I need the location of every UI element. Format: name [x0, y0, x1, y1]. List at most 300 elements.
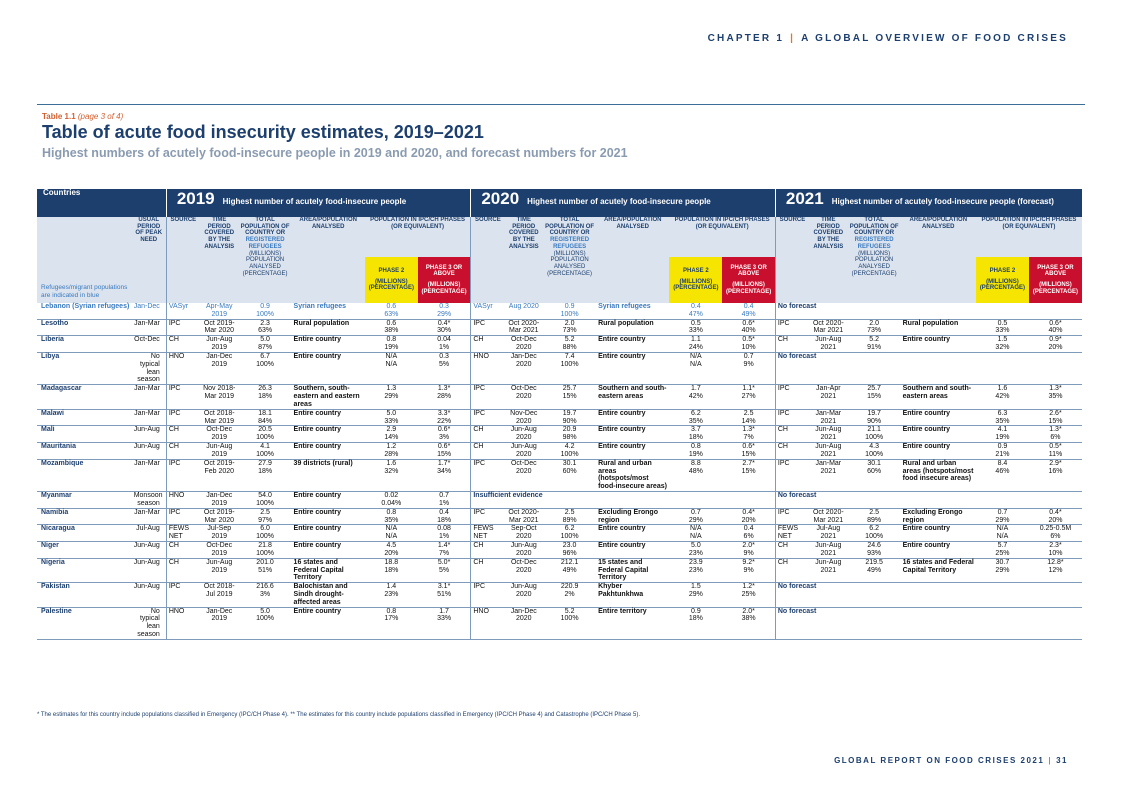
value-line: 1.4 [386, 583, 397, 591]
phase2-value [976, 459, 1029, 491]
percent-line: 33% [995, 327, 1010, 335]
value-line: 220.9 [560, 583, 579, 591]
percent-line: 100% [560, 615, 579, 623]
value-line: 2.6* [1049, 409, 1062, 417]
total-pop-registered: REGISTERED REFUGEES [245, 237, 285, 250]
percent-line: 23% [688, 566, 703, 574]
percent-line: 6% [743, 533, 754, 541]
percent-line: 100% [560, 310, 579, 318]
source: HNO [166, 352, 200, 384]
time-period: Oct 2019-Mar 2020 [200, 508, 239, 525]
percent-line: 49% [867, 566, 882, 574]
percent-line: 7% [743, 434, 754, 442]
phase3-value [722, 426, 775, 443]
source: HNO [166, 607, 200, 639]
value-line: 1.5 [997, 336, 1008, 344]
area-analysed: Southern and south-eastern areas [901, 385, 976, 409]
area-analysed: Khyber Pakhtunkhwa [596, 583, 669, 607]
year-2021-title: Highest number of acutely food-insecure people (forecast) [831, 197, 1054, 206]
source-header-2020: SOURCE [471, 217, 505, 303]
page-header: CHAPTER 1 | A GLOBAL OVERVIEW OF FOOD CRISES [707, 33, 1068, 44]
time-period: Jun-Aug 2019 [200, 558, 239, 582]
total-population [848, 443, 901, 460]
value-line: 21.1 [867, 426, 881, 434]
total-population [239, 443, 292, 460]
phase2-header-2019 [365, 257, 418, 303]
time-period: Oct-Dec 2020 [504, 459, 543, 491]
value-line: 1.2 [386, 443, 397, 451]
value-line: 1.5 [691, 583, 701, 591]
total-population [543, 607, 596, 639]
value-line: 5.0 [260, 607, 270, 615]
table-row [37, 525, 1082, 542]
percent-line: 20% [1048, 516, 1063, 524]
time-period: Jan-Dec 2019 [200, 352, 239, 384]
value-line: 3.7 [691, 426, 701, 434]
percent-line: 18% [258, 393, 273, 401]
area-analysed: Entire country [901, 542, 976, 559]
percent-line: 100% [865, 533, 884, 541]
phase3-value [722, 336, 775, 353]
phase2-value [976, 508, 1029, 525]
table-row [37, 459, 1082, 491]
area-analysed: Entire country [901, 525, 976, 542]
total-population [848, 319, 901, 336]
phase2-value [365, 558, 418, 582]
time-period: Nov-Dec 2020 [504, 409, 543, 426]
percent-line: 51% [437, 590, 452, 598]
percent-line: 19% [384, 344, 399, 352]
percent-line: 89% [867, 516, 882, 524]
phase3-value [418, 607, 471, 639]
total-pop-registered: REGISTERED REFUGEES [550, 237, 590, 250]
time-period: Jun-Aug 2020 [504, 443, 543, 460]
percent-line: 33% [437, 615, 452, 623]
phase2-value [976, 525, 1029, 542]
value-line: 0.8 [386, 508, 397, 516]
value-line: 3.1* [437, 583, 451, 591]
food-insecurity-table [37, 189, 1082, 640]
phase3-value [722, 319, 775, 336]
phase2-value [669, 583, 722, 607]
area-analysed: Entire country [901, 336, 976, 353]
total-population [848, 336, 901, 353]
percent-line: 29% [688, 516, 703, 524]
phase3-value [722, 443, 775, 460]
value-line: 5.0* [437, 558, 451, 566]
phase3-value [418, 492, 471, 509]
percent-line: 15% [741, 467, 756, 475]
total-pop-header-2020 [543, 217, 596, 303]
area-analysed: Balochistan and Sindh drought-affected areas [292, 583, 365, 607]
phase2-value [365, 607, 418, 639]
time-period: Jun-Aug 2021 [809, 336, 848, 353]
no-data-note: No forecast [775, 352, 1082, 384]
value-line: 1.1* [742, 385, 755, 393]
area-analysed: Entire country [596, 525, 669, 542]
percent-line: 29% [995, 516, 1010, 524]
value-line: 0.9 [564, 303, 575, 310]
phase3-value [418, 426, 471, 443]
value-line: 8.4 [997, 459, 1008, 467]
percent-line: 100% [256, 499, 275, 507]
phase3-value [418, 558, 471, 582]
area-analysed: Entire country [292, 443, 365, 460]
percent-line: 1% [439, 499, 450, 507]
phase2-value [669, 542, 722, 559]
phase3-value [418, 336, 471, 353]
phase3-value [418, 525, 471, 542]
area-analysed: Entire country [292, 426, 365, 443]
total-population [543, 525, 596, 542]
country-name: Lesotho [37, 319, 132, 336]
source: IPC [166, 583, 200, 607]
percent-line: 40% [1048, 327, 1063, 335]
peak-period: Jan-Mar [132, 508, 167, 525]
peak-period: Jun-Aug [132, 558, 167, 582]
phase2-value [976, 409, 1029, 426]
area-analysed: Entire country [596, 352, 669, 384]
percent-line: 20% [384, 549, 399, 557]
percent-line: 9% [743, 360, 754, 368]
phase2-units: (MILLIONS) (PERCENTAGE) [368, 278, 414, 292]
area-analysed: Rural and urban areas (hotspots/most food insecure areas) [901, 459, 976, 491]
phase2-value [976, 385, 1029, 409]
value-line: 20.5 [258, 426, 272, 434]
total-pop-units: (MILLIONS) POPULATION ANALYSED (PERCENTAGE) [851, 250, 897, 277]
value-line: 0.8 [386, 607, 397, 615]
phase2-value [365, 492, 418, 509]
table-row [37, 583, 1082, 607]
phase3-value [418, 319, 471, 336]
source: IPC [775, 385, 809, 409]
phase3-value [722, 409, 775, 426]
phase2-value [365, 409, 418, 426]
percent-line: 88% [562, 344, 577, 352]
time-period: Jun-Aug 2021 [809, 426, 848, 443]
percent-line: 63% [258, 327, 273, 335]
population-phases-header-2020: POPULATION IN IPC/CH PHASES (OR EQUIVALENT) [669, 217, 775, 257]
phase3-value [722, 459, 775, 491]
phase3-value [418, 303, 471, 319]
value-line: 0.6* [437, 426, 451, 434]
source: CH [775, 426, 809, 443]
value-line: 2.7* [742, 459, 755, 467]
phase2-value [365, 319, 418, 336]
percent-line: 20% [1048, 344, 1063, 352]
phase2-value [976, 558, 1029, 582]
percent-line: 6% [1050, 434, 1061, 442]
percent-line: 90% [562, 417, 577, 425]
peak-period: Oct-Dec [132, 336, 167, 353]
year-2020-heading [471, 189, 776, 217]
value-line: 201.0 [256, 558, 274, 566]
no-data-note: Insufficient evidence [471, 492, 776, 509]
value-line: 5.2 [869, 336, 879, 344]
phase3-value [418, 385, 471, 409]
source: CH [166, 558, 200, 582]
source: CH [471, 336, 505, 353]
percent-line: 73% [562, 327, 577, 335]
phase3-value [418, 352, 471, 384]
area-analysed: Entire country [292, 607, 365, 639]
phase2-value [365, 459, 418, 491]
time-period: Jun-Aug 2020 [504, 542, 543, 559]
value-line: 0.9 [997, 443, 1008, 451]
phase2-value [365, 542, 418, 559]
value-line: 0.4* [1049, 508, 1062, 516]
total-pop-header-2019 [239, 217, 292, 303]
phase2-header-2021 [976, 257, 1029, 303]
percent-line: 0.04% [381, 499, 402, 507]
phase2-header-2020 [669, 257, 722, 303]
source: CH [166, 443, 200, 460]
source: IPC [471, 319, 505, 336]
phase2-value [365, 426, 418, 443]
value-line: 18.1 [258, 409, 272, 417]
table-number: Table 1.1 [42, 112, 76, 121]
page-footer: GLOBAL REPORT ON FOOD CRISES 2021 | 31 [834, 756, 1068, 765]
percent-line: 18% [688, 434, 703, 442]
peak-period: Jan-Dec [132, 303, 167, 319]
value-line: 0.08 [437, 525, 451, 533]
percent-line: 100% [865, 450, 884, 458]
no-data-note: No forecast [775, 607, 1082, 639]
value-line: 4.3 [869, 443, 879, 451]
value-line: 3.3* [437, 409, 451, 417]
year-2021-heading [775, 189, 1082, 217]
area-analysed: 16 states and Federal Capital Territory [901, 558, 976, 582]
percent-line: N/A [690, 360, 702, 368]
source: VASyr [166, 303, 200, 319]
total-population [239, 525, 292, 542]
value-line: 0.6 [386, 303, 397, 310]
value-line: 2.3* [1049, 542, 1062, 550]
value-line: 2.3 [260, 319, 270, 327]
phase3-value [418, 409, 471, 426]
source: HNO [471, 607, 505, 639]
value-line: 0.3 [439, 303, 449, 310]
percent-line: 42% [688, 393, 703, 401]
percent-line: 29% [688, 590, 703, 598]
value-line: 1.7* [437, 459, 451, 467]
source: CH [471, 558, 505, 582]
value-line: 0.7 [743, 352, 754, 360]
time-period: Oct 2018-Mar 2019 [200, 409, 239, 426]
total-population [239, 319, 292, 336]
total-population [543, 508, 596, 525]
percent-line: 27% [741, 393, 756, 401]
percent-line: 100% [865, 434, 884, 442]
percent-line: 90% [867, 417, 882, 425]
total-population [239, 607, 292, 639]
total-population [848, 426, 901, 443]
time-period: Oct 2019-Mar 2020 [200, 319, 239, 336]
value-line: 6.2 [564, 525, 575, 533]
time-period: Jan-Mar 2021 [809, 409, 848, 426]
source: CH [775, 443, 809, 460]
phase3-label: PHASE 3 OR ABOVE [425, 264, 463, 278]
percent-line: N/A [385, 533, 398, 541]
percent-line: 23% [688, 549, 703, 557]
countries-heading: Countries [37, 189, 166, 217]
percent-line: 100% [256, 450, 275, 458]
table-page: (page 3 of 4) [77, 112, 124, 121]
year-2019-heading [166, 189, 471, 217]
time-period: Aug 2020 [504, 303, 543, 319]
table-row [37, 426, 1082, 443]
phase2-label: PHASE 2 [989, 267, 1016, 274]
percent-line: 24% [688, 344, 703, 352]
percent-line: 100% [256, 434, 275, 442]
time-period-header-2019: TIME PERIOD COVERED BY THE ANALYSIS [200, 217, 239, 303]
value-line: 0.9 [691, 607, 701, 615]
phase3-value [1029, 525, 1082, 542]
total-population [543, 459, 596, 491]
phase3-header-2020 [722, 257, 775, 303]
value-line: 1.6 [997, 385, 1008, 393]
value-line: 0.4 [743, 525, 754, 533]
percent-line: 10% [741, 344, 756, 352]
percent-line: 14% [384, 434, 399, 442]
phase3-value [1029, 459, 1082, 491]
phase2-value [669, 426, 722, 443]
table-row [37, 352, 1082, 384]
population-phases-header-2019: POPULATION IN IPC/CH PHASES (OR EQUIVALENT) [365, 217, 471, 257]
percent-line: 42% [995, 393, 1010, 401]
percent-line: 2% [564, 590, 575, 598]
source: FEWS NET [471, 525, 505, 542]
peak-period: Jan-Mar [132, 409, 167, 426]
value-line: 0.6* [742, 319, 755, 327]
value-line: 2.0* [742, 542, 755, 550]
country-name: Pakistan [37, 583, 132, 607]
area-analysed: Entire territory [596, 607, 669, 639]
value-line: 54.0 [258, 492, 272, 500]
header-band [37, 189, 1082, 217]
time-period: Oct 2020-Mar 2021 [809, 508, 848, 525]
percent-line: 9% [743, 566, 754, 574]
area-analysed: 15 states and Federal Capital Territory [596, 558, 669, 582]
phase2-value [976, 426, 1029, 443]
time-period: Jun-Aug 2020 [504, 426, 543, 443]
percent-line: 6% [1050, 533, 1061, 541]
value-line: 0.5 [997, 319, 1008, 327]
phase2-value [976, 443, 1029, 460]
time-period: Nov 2018-Mar 2019 [200, 385, 239, 409]
value-line: 0.5* [742, 336, 755, 344]
source: IPC [775, 409, 809, 426]
value-line: N/A [690, 352, 702, 360]
phase2-value [669, 508, 722, 525]
area-header-2019: AREA/POPULATION ANALYSED [292, 217, 365, 303]
percent-line: 18% [688, 615, 703, 623]
total-population [848, 409, 901, 426]
phase3-value [1029, 336, 1082, 353]
percent-line: 100% [560, 360, 579, 368]
page-number: 31 [1056, 756, 1068, 765]
percent-line: 46% [995, 467, 1010, 475]
chapter-title: A GLOBAL OVERVIEW OF FOOD CRISES [801, 33, 1068, 44]
value-line: 1.6 [386, 459, 397, 467]
value-line: N/A [996, 525, 1009, 533]
table-row [37, 607, 1082, 639]
total-population [239, 336, 292, 353]
value-line: 5.2 [564, 607, 575, 615]
value-line: 0.8 [386, 336, 397, 344]
value-line: 0.5* [1049, 443, 1062, 451]
percent-line: 89% [562, 516, 577, 524]
source: IPC [166, 409, 200, 426]
time-period: Oct 2018-Jul 2019 [200, 583, 239, 607]
source: CH [775, 558, 809, 582]
phase3-label: PHASE 3 OR ABOVE [730, 264, 767, 278]
country-name: Niger [37, 542, 132, 559]
time-period: Jan-Dec 2020 [504, 352, 543, 384]
area-analysed: Entire country [901, 409, 976, 426]
table-row [37, 303, 1082, 319]
phase2-value [669, 607, 722, 639]
total-population [543, 583, 596, 607]
total-population [543, 303, 596, 319]
peak-period: Jan-Mar [132, 319, 167, 336]
no-data-note: No forecast [775, 303, 1082, 319]
value-line: 0.4* [437, 319, 451, 327]
time-period: Jun-Aug 2020 [504, 583, 543, 607]
percent-line: 60% [562, 467, 577, 475]
source: HNO [166, 492, 200, 509]
value-line: 6.7 [260, 352, 270, 360]
value-line: 5.7 [997, 542, 1008, 550]
phase3-header-2019 [418, 257, 471, 303]
area-header-2021: AREA/POPULATION ANALYSED [901, 217, 976, 303]
phase2-value [365, 303, 418, 319]
area-analysed: Southern and south-eastern areas [596, 385, 669, 409]
percent-line: 3% [260, 590, 271, 598]
phase3-value [1029, 409, 1082, 426]
area-header-2020: AREA/POPULATION ANALYSED [596, 217, 669, 303]
source: IPC [471, 459, 505, 491]
percent-line: 100% [256, 310, 275, 318]
source: IPC [166, 459, 200, 491]
value-line: 4.1 [997, 426, 1008, 434]
peak-period: No typical lean season [132, 607, 167, 639]
percent-line: 60% [867, 467, 882, 475]
total-population [239, 492, 292, 509]
column-header-row [37, 217, 1082, 257]
time-period: Jan-Dec 2019 [200, 607, 239, 639]
phase3-value [418, 459, 471, 491]
total-population [543, 385, 596, 409]
percent-line: 29% [384, 393, 399, 401]
time-period: Oct-Dec 2020 [504, 385, 543, 409]
value-line: 0.6* [742, 443, 755, 451]
total-population [239, 542, 292, 559]
percent-line: 35% [1048, 393, 1063, 401]
phase3-value [1029, 426, 1082, 443]
year-2021: 2021 [785, 189, 824, 208]
source: FEWS NET [775, 525, 809, 542]
value-line: 0.8 [691, 443, 701, 451]
value-line: 25.7 [562, 385, 577, 393]
percent-line: 29% [995, 566, 1010, 574]
percent-line: 49% [741, 310, 756, 318]
peak-period: Jan-Mar [132, 459, 167, 491]
value-line: 1.1 [691, 336, 701, 344]
percent-line: 5% [439, 566, 450, 574]
phase2-value [669, 352, 722, 384]
value-line: 0.3 [439, 352, 449, 360]
